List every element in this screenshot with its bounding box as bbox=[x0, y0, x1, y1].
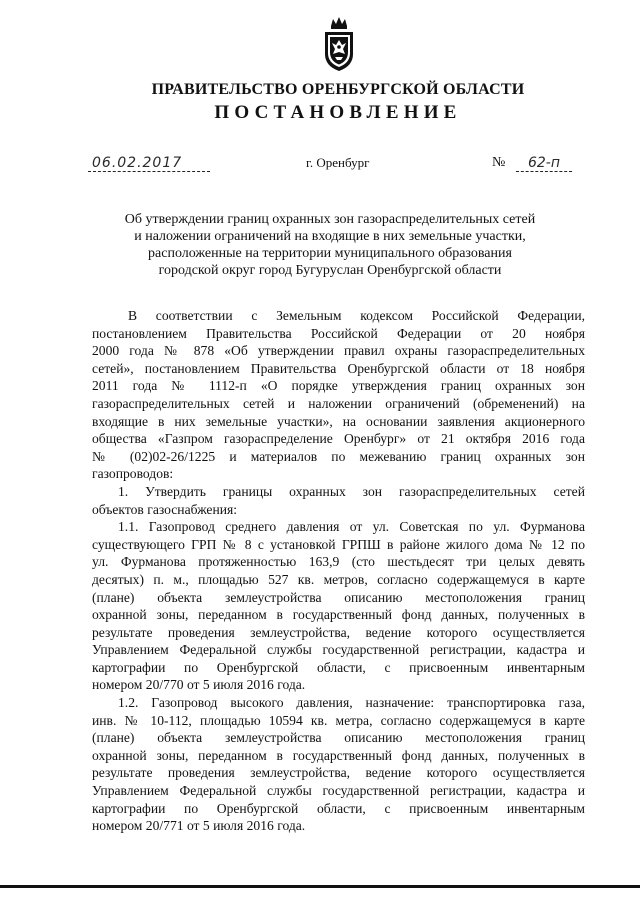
document-meta-row bbox=[88, 155, 576, 179]
body-line: номером 20/770 от 5 июля 2016 года. bbox=[92, 677, 306, 693]
body-line: картографии по Оренбургской области, с присвоенным инвентарным bbox=[92, 659, 585, 675]
body-line: ул. Фурманова протяженностью 163,9 (сто шестьдесят три целых девять bbox=[92, 554, 585, 570]
coat-of-arms-icon bbox=[319, 16, 359, 72]
body-line: общества «Газпром газораспределение Оренбург» от 21 октября 2016 года bbox=[92, 431, 585, 447]
body-line: 1.2. Газопровод высокого давления, назначение: транспортировка газа, bbox=[118, 695, 585, 711]
document-date: 06.02.2017 bbox=[88, 155, 210, 172]
body-line: 2011 года № 1112-п «О порядке утверждения границ охранных зон bbox=[92, 378, 585, 394]
body-line: десятых) п. м., площадью 527 кв. метров, согласно содержащемуся в карте bbox=[92, 571, 585, 587]
body-line: 2000 года № 878 «Об утверждении правил охраны газораспределительных bbox=[92, 343, 585, 359]
body-line: (плане) объекта землеустройства описанию местоположения границ bbox=[92, 730, 585, 746]
body-line: объектов газоснабжения: bbox=[92, 501, 238, 517]
body-line: (плане) объекта землеустройства описанию местоположения границ bbox=[92, 589, 585, 605]
title-line: городской округ город Бугуруслан Оренбургской области bbox=[158, 263, 502, 278]
government-name: ПРАВИТЕЛЬСТВО ОРЕНБУРГСКОЙ ОБЛАСТИ bbox=[151, 81, 525, 98]
body-line: постановлением Правительства Российской Федерации от 20 ноября bbox=[92, 325, 585, 341]
body-line: сетей», постановлением Правительства Оренбургской области от 18 ноября bbox=[92, 360, 585, 376]
body-line: 1. Утвердить границы охранных зон газораспределительных сетей bbox=[118, 483, 585, 499]
body-line: № (02)02-26/1225 и материалов по межеванию границ охранных зон bbox=[92, 448, 585, 464]
document-type: ПОСТАНОВЛЕНИЕ bbox=[214, 102, 462, 123]
body-line: Управлением Федеральной службы государственной регистрации, кадастра и bbox=[92, 783, 585, 799]
body-line: результате проведения землеустройства, ведение которого осуществляется bbox=[92, 765, 585, 781]
body-line: входящие в них земельные участки», на основании заявления акционерного bbox=[92, 413, 585, 429]
body-line: 1.1. Газопровод среднего давления от ул. Советская по ул. Фурманова bbox=[118, 519, 585, 535]
document-title bbox=[80, 211, 580, 279]
title-line: Об утверждении границ охранных зон газораспределительных сетей bbox=[124, 212, 536, 227]
body-line: газораспределительных сетей и наложении ограничений (обременений) на bbox=[92, 395, 585, 411]
body-line: существующего ГРП № 8 с установкой ГРПШ в районе жилого дома № 12 по bbox=[92, 536, 585, 552]
document-body bbox=[92, 307, 585, 835]
body-line: В соответствии с Земельным кодексом Российской Федерации, bbox=[128, 308, 585, 323]
body-line: охранной зоны, переданном в государственный фонд данных, полученных в bbox=[92, 747, 585, 763]
body-line: Управлением Федеральной службы государственной регистрации, кадастра и bbox=[92, 642, 585, 658]
body-line: результате проведения землеустройства, ведение которого осуществляется bbox=[92, 624, 585, 640]
body-line: инв. № 10-112, площадью 10594 кв. метра, согласно содержащемуся в карте bbox=[92, 712, 585, 728]
body-line: газопроводов: bbox=[92, 466, 174, 482]
document-number: 62-п bbox=[516, 155, 572, 172]
page-bottom-rule bbox=[0, 885, 640, 888]
document-number-label: № bbox=[492, 155, 506, 170]
document-city: г. Оренбург bbox=[306, 155, 370, 170]
body-line: охранной зоны, переданном в государственный фонд данных, полученных в bbox=[92, 607, 585, 623]
body-line: картографии по Оренбургской области, с присвоенным инвентарным bbox=[92, 800, 585, 816]
title-line: и наложении ограничений на входящие в них земельные участки, bbox=[134, 229, 526, 244]
body-line: номером 20/771 от 5 июля 2016 года. bbox=[92, 818, 306, 834]
title-line: расположенные на территории муниципального образования bbox=[148, 246, 512, 261]
